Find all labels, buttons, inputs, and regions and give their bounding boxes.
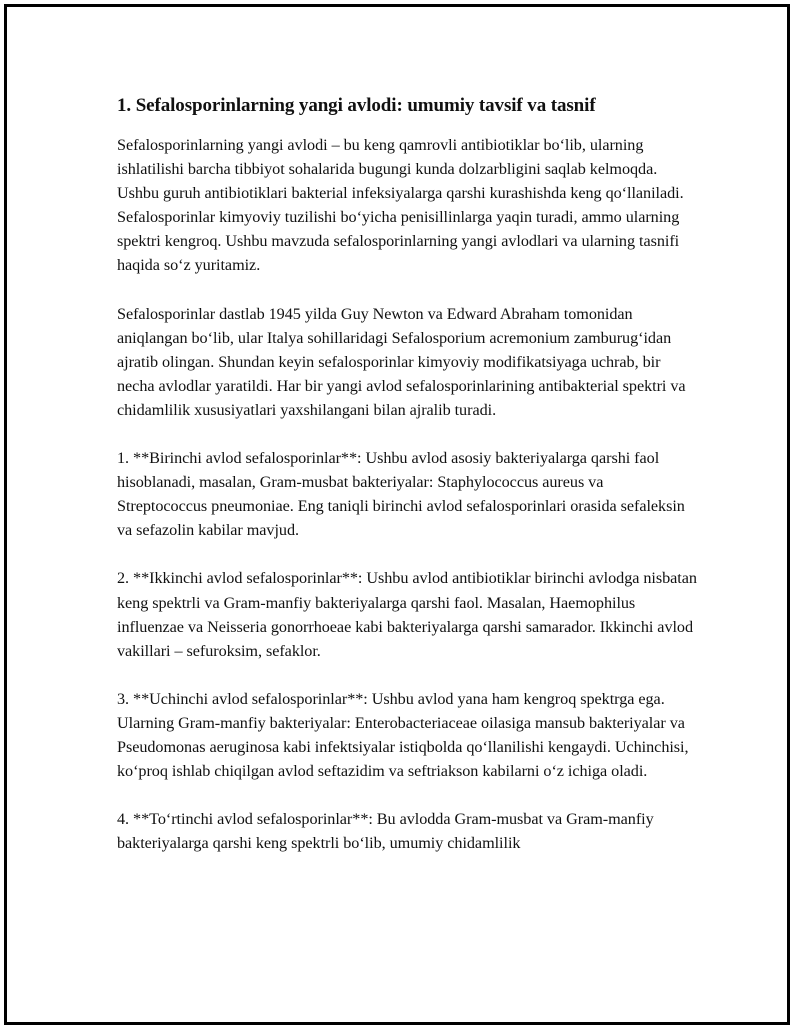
paragraph-history: Sefalosporinlar dastlab 1945 yilda Guy Newton va Edward Abraham tomonidan aniqlangan bo‘lib, ular Italya sohillaridagi Sefalosporium acremonium zamburug‘idan ajratib olingan. Shundan keyin sefalosporinlar kimyoviy modifikatsiyaga uchrab, bir necha avlodlar yaratildi. Har bir yangi avlod sefalosporinlarining antibakterial spektri va chidamlilik xususiyatlari yaxshilangani bilan ajralib turadi. bbox=[117, 304, 686, 419]
paragraph-fourth-generation: 4. **To‘rtinchi avlod sefalosporinlar**: Bu avlodda Gram-musbat va Gram-manfiy bakteriyalarga qarshi keng spektrli bo‘lib, umumiy chidamlilik bbox=[117, 810, 654, 853]
paragraph-first-generation: 1. **Birinchi avlod sefalosporinlar**: Ushbu avlod asosiy bakteriyalarga qarshi faol hisoblanadi, masalan, Gram-musbat bakteriyalar: Staphylococcus aureus va Streptococcus pneumoniae. Eng taniqli birinchi avlod sefalosporinlari orasida sefaleksin va sefazolin kabilar mavjud. bbox=[117, 449, 685, 540]
document-title: 1. Sefalosporinlarning yangi avlodi: umumiy tavsif va tasnif bbox=[117, 95, 596, 116]
paragraph-second-generation: 2. **Ikkinchi avlod sefalosporinlar**: Ushbu avlod antibiotiklar birinchi avlodga nisbatan keng spektrli va Gram-manfiy bakteriyalarga qarshi faol. Masalan, Haemophilus influenzae va Neisseria gonorrhoeae kabi bakteriyalarga qarshi samarador. Ikkinchi avlod vakillari – sefuroksim, sefaklor. bbox=[117, 569, 697, 660]
paragraph-third-generation: 3. **Uchinchi avlod sefalosporinlar**: Ushbu avlod yana ham kengroq spektrga ega. Ularning Gram-manfiy bakteriyalar: Enterobacteriaceae oilasiga mansub bakteriyalar va Pseudomonas aeruginosa kabi infektsiyalar istiqbolda qo‘llanilishi kengaydi. Uchinchisi, ko‘proq ishlab chiqilgan avlod seftazidim va seftriakson kabilarni o‘z ichiga oladi. bbox=[117, 689, 689, 781]
paragraph-intro: Sefalosporinlarning yangi avlodi – bu keng qamrovli antibiotiklar bo‘lib, ularning ishlatilishi barcha tibbiyot sohalarida bugungi kunda dolzarbligini saqlab kelmoqda. Ushbu guruh antibiotiklari bakterial infeksiyalarga qarshi kurashishda keng qo‘llaniladi. Sefalosporinlar kimyoviy tuzilishi bo‘yicha penisillinlarga yaqin turadi, ammo ularning spektri kengroq. Ushbu mavzuda sefalosporinlarning yangi avlodlari va ularning tasnifi haqida so‘z yuritamiz. bbox=[117, 136, 684, 275]
document-body bbox=[117, 93, 697, 879]
